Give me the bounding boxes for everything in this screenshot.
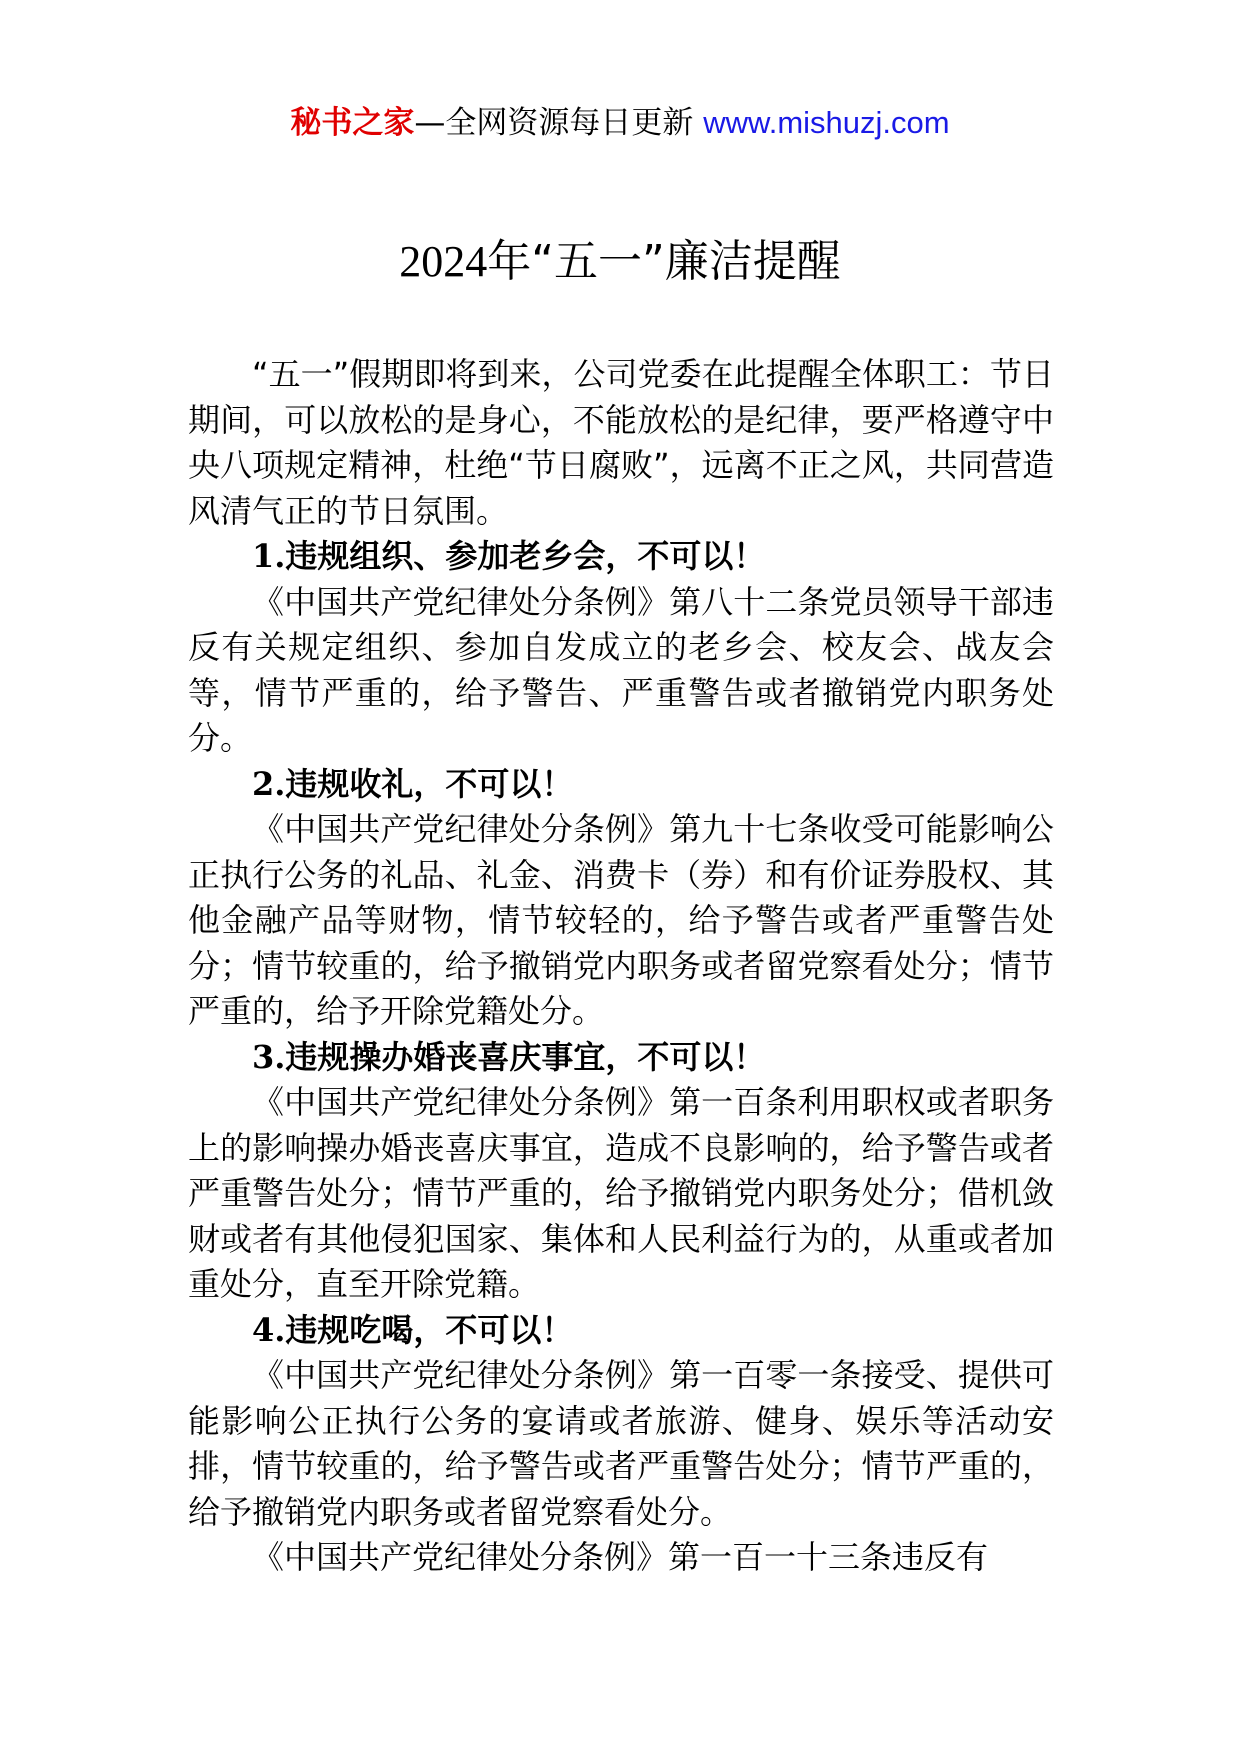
section-heading-2: 2.违规收礼，不可以！	[252, 764, 574, 803]
section-heading-1: 1.违规组织、参加老乡会，不可以！	[252, 537, 766, 575]
title-year: 2024	[399, 237, 488, 286]
site-brand: 秘书之家	[290, 105, 415, 141]
section-paragraph-3: 《中国共产党纪律处分条例》第一百条利用职权或者职务上的影响操办婚丧喜庆事宜，造成不良影响的，给予警告或者严重警告处分；情节严重的，给予撤销党内职务处分；借机敛财或者有其他侵犯国家、集体和人民利益行为的，从重或者加重处分，直至开除党籍。	[188, 1083, 1054, 1303]
section-paragraph-4: 《中国共产党纪律处分条例》第一百零一条接受、提供可能影响公正执行公务的宴请或者旅游、健身、娱乐等活动安排，情节较重的，给予警告或者严重警告处分；情节严重的，给予撤销党内职务或者留党察看处分。	[188, 1356, 1054, 1531]
site-url[interactable]: www.mishuzj.com	[703, 105, 950, 140]
section-paragraph-1: 《中国共产党纪律处分条例》第八十二条党员领导干部违反有关规定组织、参加自发成立的老乡会、校友会、战友会等，情节严重的，给予警告、严重警告或者撤销党内职务处分。	[188, 582, 1054, 757]
site-header	[0, 100, 1240, 146]
document-body	[188, 352, 1054, 1581]
section-heading-4: 4.违规吃喝，不可以！	[252, 1310, 574, 1349]
title-text: 年“五一”廉洁提醒	[487, 236, 841, 287]
site-tagline: —全网资源每日更新	[414, 105, 704, 141]
section-paragraph-2: 《中国共产党纪律处分条例》第九十七条收受可能影响公正执行公务的礼品、礼金、消费卡（券）和有价证券股权、其他金融产品等财物，情节较轻的，给予警告或者严重警告处分；情节较重的，给予撤销党内职务或者留党察看处分；情节严重的，给予开除党籍处分。	[188, 810, 1054, 1030]
section-heading-3: 3.违规操办婚丧喜庆事宜，不可以！	[252, 1037, 766, 1076]
page-title	[0, 232, 1240, 292]
intro-paragraph: “五一”假期即将到来，公司党委在此提醒全体职工：节日期间，可以放松的是身心，不能放松的是纪律，要严格遵守中央八项规定精神，杜绝“节日腐败”，远离不正之风，共同营造风清气正的节日氛围。	[188, 355, 1054, 530]
section-paragraph-4b: 《中国共产党纪律处分条例》第一百一十三条违反有	[252, 1538, 989, 1576]
